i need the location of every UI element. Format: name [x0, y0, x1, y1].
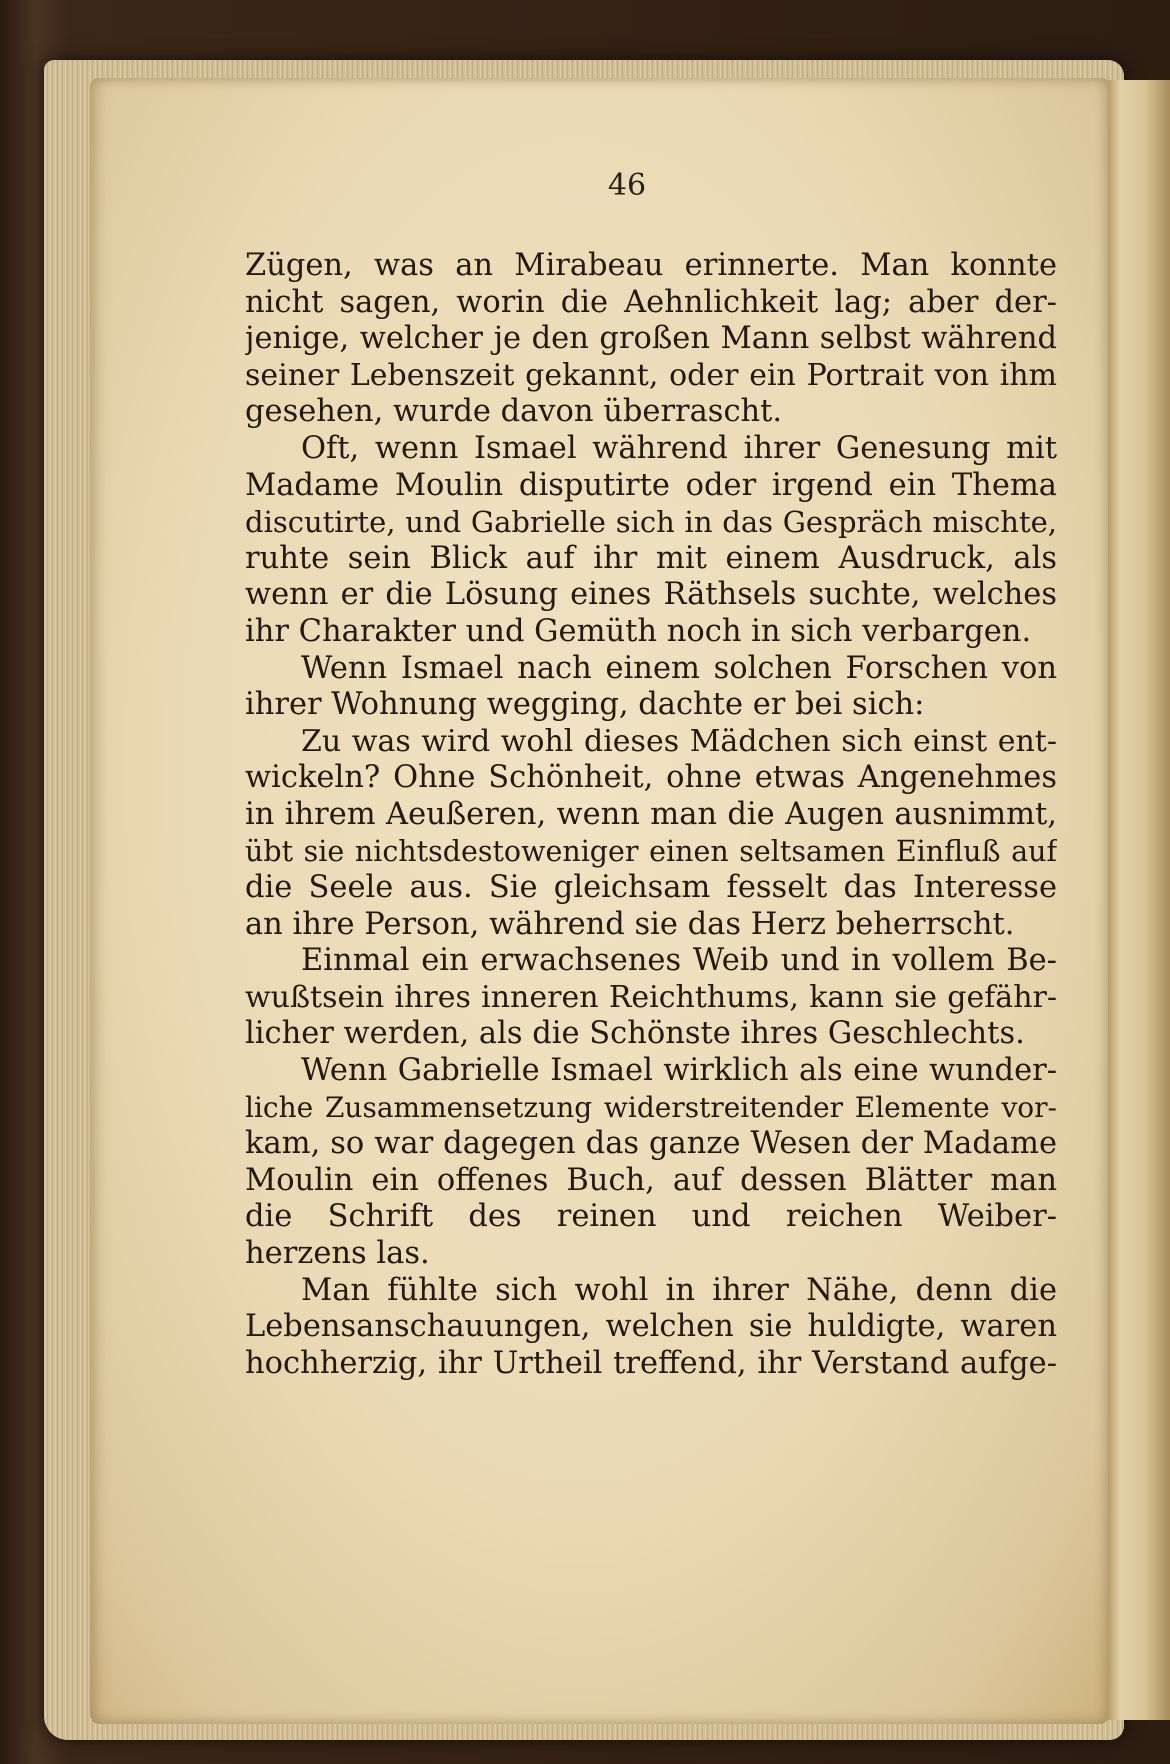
text-line: kam, so war dagegen das ganze Wesen der Madame	[245, 1126, 1057, 1162]
text-line: discutirte, und Gabrielle sich in das Gespräch mischte,	[245, 505, 1057, 540]
text-line: Zügen, was an Mirabeau erinnerte. Man konnte	[245, 248, 1057, 283]
text-line: licher werden, als die Schönste ihres Geschlechts.	[245, 1016, 1025, 1052]
text-line: Madame Moulin disputirte oder irgend ein Thema	[245, 467, 1057, 503]
text-line: wenn er die Lösung eines Räthsels suchte, welches	[245, 577, 1057, 613]
text-line: Lebensanschauungen, welchen sie huldigte, waren	[245, 1309, 1057, 1345]
text-line: seiner Lebenszeit gekannt, oder ein Portrait von ihm	[245, 357, 1057, 393]
text-line: die Schrift des reinen und reichen Weiber-	[245, 1199, 1057, 1235]
text-line: ihrer Wohnung wegging, dachte er bei sich:	[245, 687, 925, 723]
text-line: liche Zusammensetzung widerstreitender Elemente vor-	[245, 1090, 1057, 1124]
text-line: Wenn Gabrielle Ismael wirklich als eine wunder-	[301, 1053, 1057, 1089]
text-line: jenige, welcher je den großen Mann selbst während	[245, 321, 1057, 357]
text-line: Wenn Ismael nach einem solchen Forschen von	[301, 650, 1057, 686]
text-line: wickeln? Ohne Schönheit, ohne etwas Angenehmes	[245, 760, 1057, 796]
text-line: Zu was wird wohl dieses Mädchen sich einst ent-	[301, 723, 1057, 759]
text-line: herzens las.	[245, 1236, 430, 1272]
text-line: die Seele aus. Sie gleichsam fesselt das Interesse	[245, 870, 1057, 906]
facing-page-edge	[1108, 80, 1170, 1720]
text-line: Man fühlte sich wohl in ihrer Nähe, denn die	[301, 1272, 1057, 1308]
page-text	[245, 248, 1057, 1382]
text-line: übt sie nichtsdestoweniger einen seltsamen Einfluß auf	[245, 834, 1057, 868]
text-line: wußtsein ihres inneren Reichthums, kann sie gefähr-	[245, 979, 1057, 1015]
text-line: ruhte sein Blick auf ihr mit einem Ausdruck, als	[245, 540, 1057, 576]
text-line: gesehen, wurde davon überrascht.	[245, 394, 783, 430]
text-line: hochherzig, ihr Urtheil treffend, ihr Verstand aufge-	[245, 1345, 1057, 1381]
text-line: an ihre Person, während sie das Herz beherrscht.	[245, 906, 1015, 942]
text-line: nicht sagen, worin die Aehnlichkeit lag; aber der-	[245, 284, 1057, 320]
text-line: Oft, wenn Ismael während ihrer Genesung mit	[301, 430, 1057, 466]
page-number: 46	[607, 168, 647, 203]
text-line: in ihrem Aeußeren, wenn man die Augen ausnimmt,	[245, 796, 1057, 832]
text-line: Moulin ein offenes Buch, auf dessen Blätter man	[245, 1162, 1057, 1198]
text-line: ihr Charakter und Gemüth noch in sich verbargen.	[245, 613, 1032, 649]
text-line: Einmal ein erwachsenes Weib und in vollem Be-	[301, 943, 1057, 979]
